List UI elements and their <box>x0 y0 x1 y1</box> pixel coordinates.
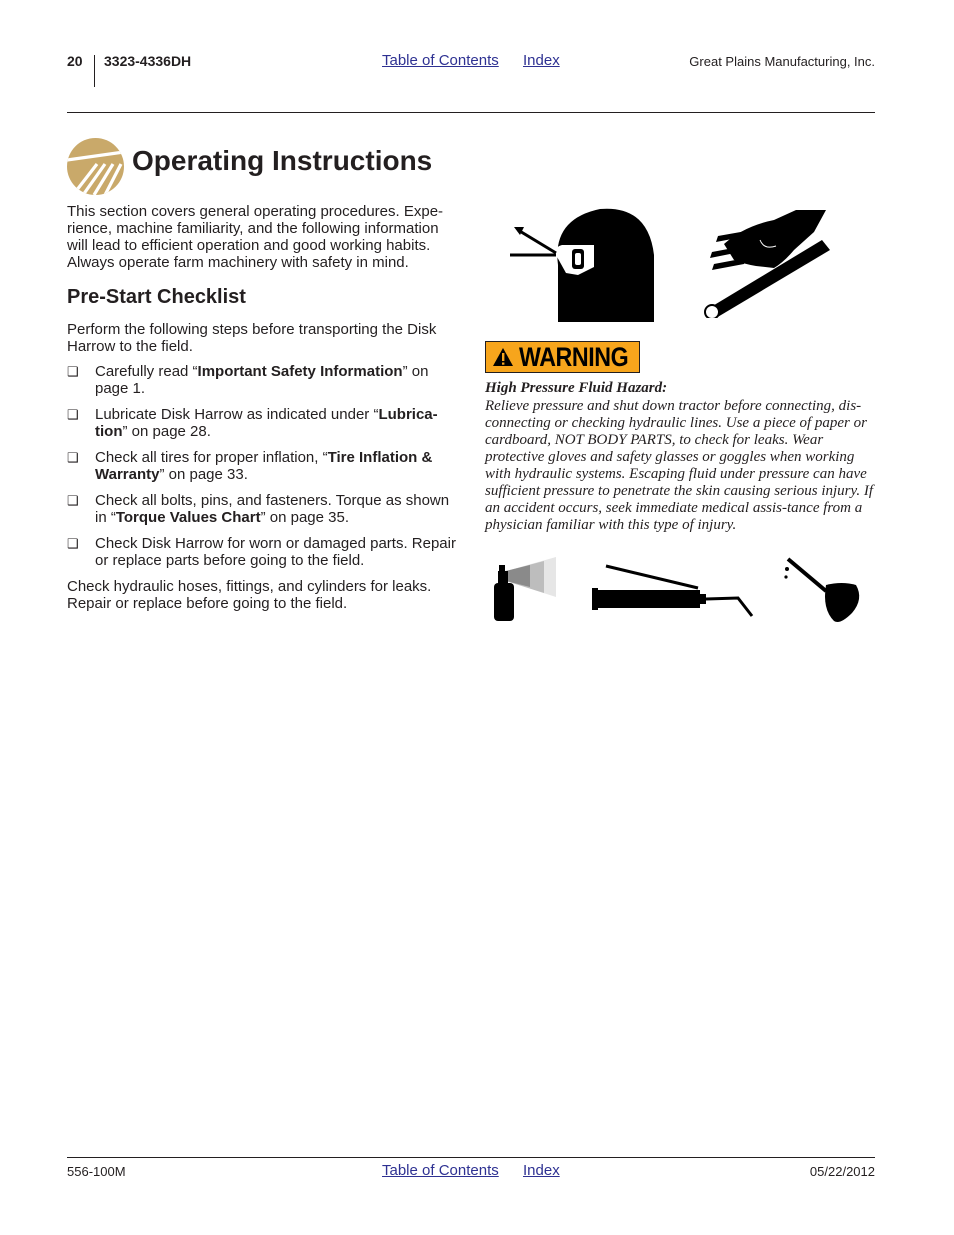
checklist-item: ❑ Lubricate Disk Harrow as indicated under “Lubrica-tion” on page 28. <box>67 406 438 440</box>
checkbox-icon: ❑ <box>67 450 79 465</box>
grease-gun-icon <box>590 560 755 620</box>
company-name: Great Plains Manufacturing, Inc. <box>689 54 875 69</box>
page-number: 20 <box>67 53 83 69</box>
footer-index-link[interactable]: Index <box>523 1162 560 1179</box>
safety-glasses-icon <box>508 205 656 322</box>
checklist-item: ❑ Carefully read “Important Safety Information” on page 1. <box>67 363 429 397</box>
checklist-item: ❑ Check all bolts, pins, and fasteners. Torque as shown in “Torque Values Chart” on page 35. <box>67 492 450 526</box>
warning-text: WARNING <box>519 342 629 372</box>
fluid-penetration-hand-icon <box>704 206 836 318</box>
warning-triangle-icon <box>492 347 514 367</box>
section-heading: Pre-Start Checklist <box>67 286 246 308</box>
hazard-body: Relieve pressure and shut down tractor before connecting, dis-connecting or checking hydraulic lines. Use a piece of paper or cardboard, NOT BODY PARTS, to check for leaks. Wear protective gloves and safety glasses or goggles when working with hydraulic systems. Escaping fluid under pressure can have sufficient pressure to penetrate the skin causing serious injury. If an accident occurs, seek immediate medical assis-tance from a physician familiar with this type of injury. <box>485 398 874 533</box>
footer-toc-link[interactable]: Table of Contents <box>382 1162 499 1179</box>
checkbox-icon: ❑ <box>67 536 79 551</box>
warning-label <box>485 341 640 373</box>
footer-doc-code: 556-100M <box>67 1164 126 1179</box>
header-index-link[interactable]: Index <box>523 52 560 69</box>
footer-rule <box>67 1157 875 1158</box>
header-rule <box>67 112 875 113</box>
header-toc-link[interactable]: Table of Contents <box>382 52 499 69</box>
checklist-item: ❑ Check Disk Harrow for worn or damaged parts. Repair or replace parts before going to the field. <box>67 535 456 569</box>
checklist-item: ❑ Check all tires for proper inflation, “Tire Inflation & Warranty” on page 33. <box>67 449 433 483</box>
checkbox-icon: ❑ <box>67 493 79 508</box>
page-title: Operating Instructions <box>132 145 433 176</box>
intro-paragraph: This section covers general operating procedures. Expe-rience, machine familiarity, and the following information will lead to efficient operation and good working habits. Always operate farm machinery with safety in mind. <box>67 203 444 271</box>
footer-date: 05/22/2012 <box>809 1164 875 1179</box>
oil-can-icon <box>782 555 864 627</box>
checkbox-icon: ❑ <box>67 407 79 422</box>
brand-logo-icon <box>67 138 124 195</box>
spray-can-icon <box>490 555 558 621</box>
checkbox-icon: ❑ <box>67 364 79 379</box>
header-divider <box>94 55 95 87</box>
checklist-closing: Check hydraulic hoses, fittings, and cylinders for leaks. Repair or replace before going to the field. <box>67 578 432 612</box>
checklist-lead: Perform the following steps before transporting the Disk Harrow to the field. <box>67 321 437 355</box>
hazard-title: High Pressure Fluid Hazard: <box>485 380 668 396</box>
document-id: 3323-4336DH <box>104 53 192 69</box>
